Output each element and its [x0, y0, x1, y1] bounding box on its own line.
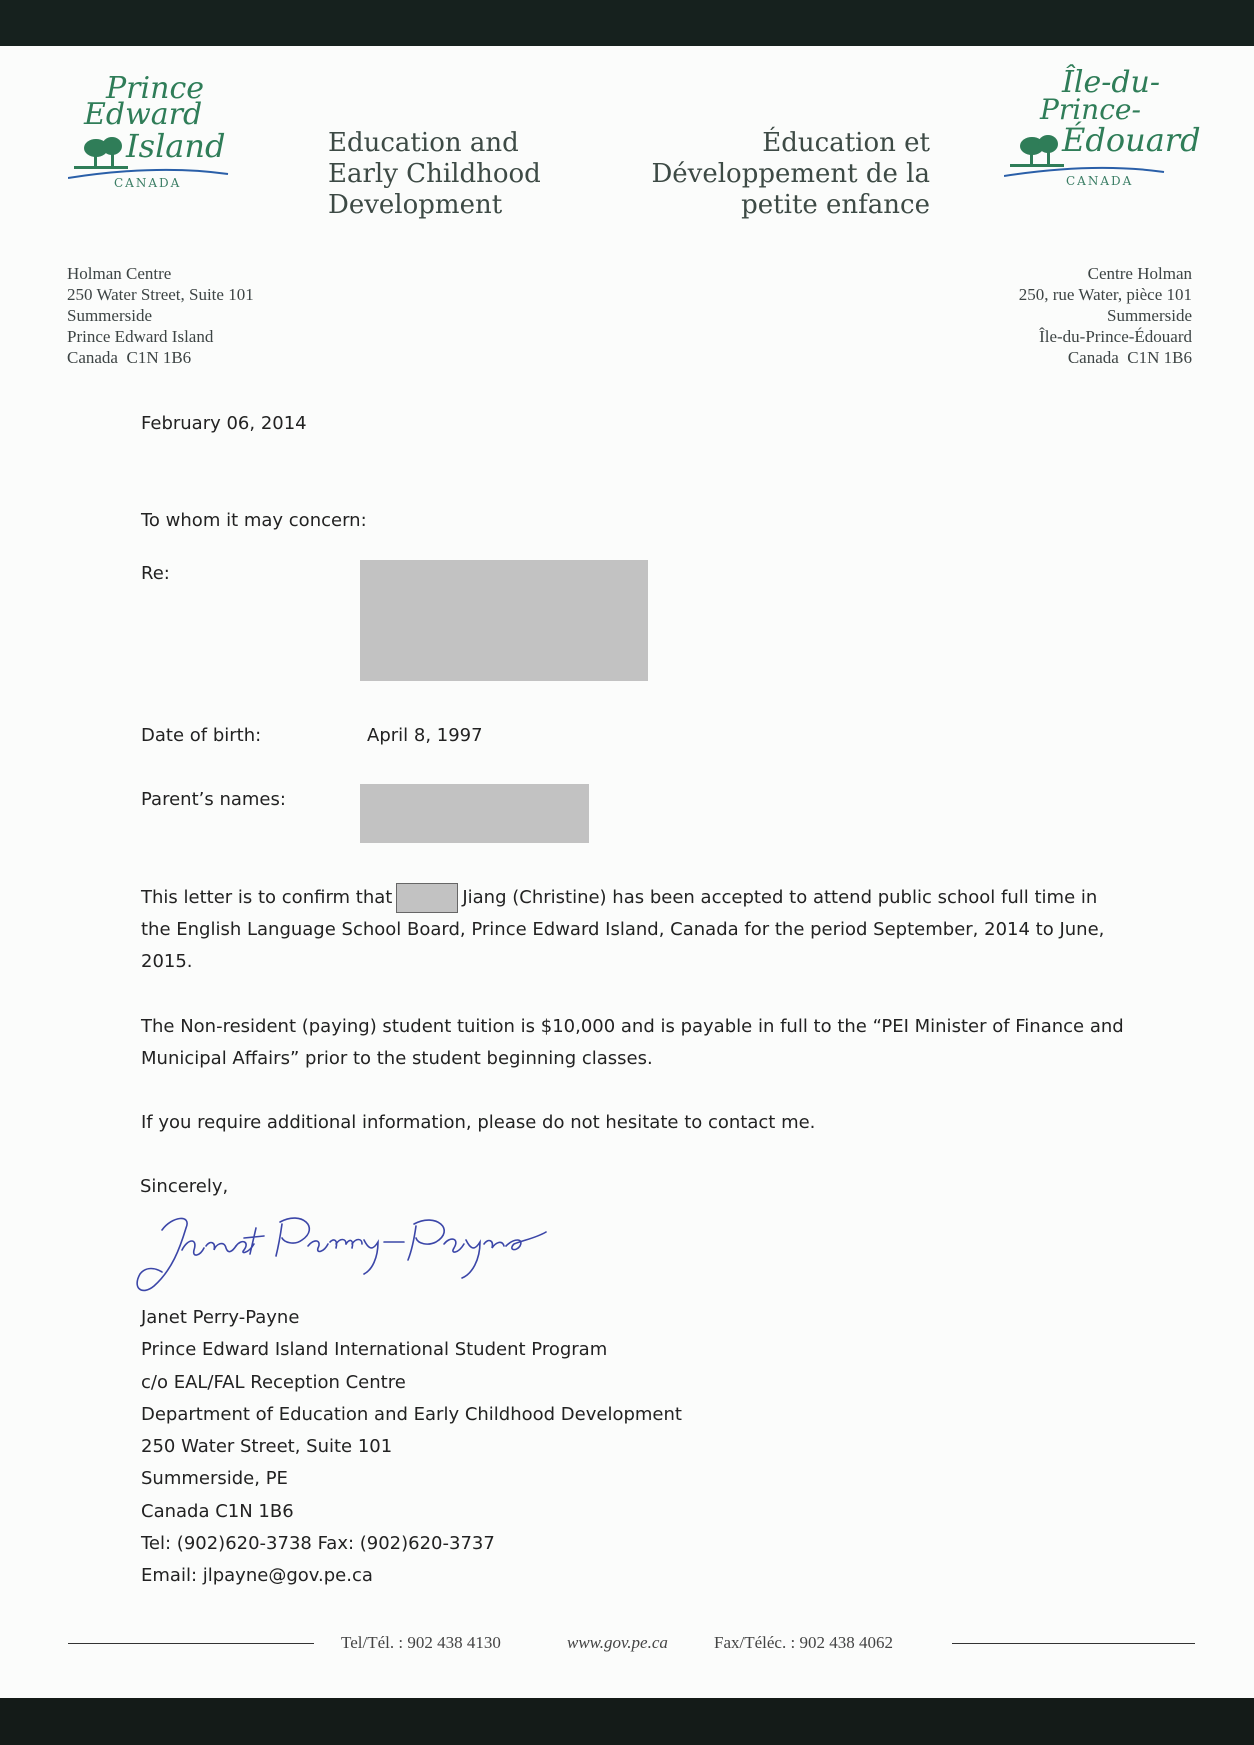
- paragraph-tuition: The Non-resident (paying) student tuition is $10,000 and is payable in full to the “PEI Minister of Finance and Municipal Affairs” prior to the student beginning classes.: [141, 1016, 1124, 1069]
- footer-rule-right: [952, 1643, 1195, 1644]
- signature-image: [132, 1208, 552, 1298]
- footer-tel: Tel/Tél. : 902 438 4130: [341, 1633, 501, 1652]
- logo-en-line2: Edward: [84, 97, 203, 132]
- paragraph-acceptance: This letter is to confirm that Jiang (Christine) has been accepted to attend public school full time in the English Language School Board, Prince Edward Island, Canada for the period September, 2014 to June, 2015.: [141, 882, 1131, 978]
- footer-website[interactable]: www.gov.pe.ca: [567, 1633, 668, 1652]
- signatory-phone: Tel: (902)620-3738 Fax: (902)620-3737: [141, 1533, 495, 1555]
- dob-label: Date of birth:: [141, 725, 262, 746]
- department-name-en: Education and Early Childhood Development: [328, 128, 541, 220]
- footer-rule-left: [68, 1643, 314, 1644]
- re-label: Re:: [141, 563, 170, 584]
- paragraph-contact: If you require additional information, please do not hesitate to contact me.: [141, 1112, 816, 1133]
- salutation: To whom it may concern:: [141, 510, 367, 531]
- scan-border-bottom: [0, 1698, 1254, 1745]
- signatory-street: 250 Water Street, Suite 101: [141, 1436, 393, 1458]
- signatory-centre: c/o EAL/FAL Reception Centre: [141, 1371, 406, 1393]
- signatory-program: Prince Edward Island International Student Program: [141, 1339, 608, 1361]
- footer-fax: Fax/Téléc. : 902 438 4062: [714, 1633, 893, 1652]
- closing: Sincerely,: [140, 1176, 229, 1197]
- signatory-block: [141, 1302, 682, 1593]
- logo-fr-line2: Prince-: [1040, 93, 1141, 126]
- redacted-parents-block: [360, 784, 589, 843]
- logo-fr-line3: Édouard: [1062, 121, 1201, 159]
- logo-fr-country: CANADA: [1066, 174, 1134, 188]
- scan-border-top: [0, 0, 1254, 46]
- signatory-email: Email: jlpayne@gov.pe.ca: [141, 1565, 373, 1587]
- parents-label: Parent’s names:: [141, 789, 286, 810]
- redacted-name-block: [360, 560, 648, 681]
- logo-en-line3: Island: [126, 127, 226, 165]
- pei-logo-fr: [1004, 65, 1201, 198]
- pei-logo-en: [68, 72, 248, 202]
- logo-fr-line1: Île-du-: [1062, 65, 1160, 100]
- logo-en-line1: Prince: [106, 71, 204, 106]
- signatory-city: Summerside, PE: [141, 1468, 288, 1490]
- signatory-postal: Canada C1N 1B6: [141, 1500, 294, 1522]
- signatory-name: Janet Perry-Payne: [141, 1307, 300, 1328]
- address-en: Holman Centre 250 Water Street, Suite 101 Summerside Prince Edward Island Canada C1N 1B6: [67, 264, 254, 367]
- redacted-first-name: [396, 883, 458, 913]
- signatory-department: Department of Education and Early Childhood Development: [141, 1403, 682, 1425]
- address-fr: Centre Holman 250, rue Water, pièce 101 Summerside Île-du-Prince-Édouard Canada C1N 1B6: [1018, 264, 1192, 367]
- logo-en-country: CANADA: [114, 176, 182, 190]
- department-name-fr: Éducation et Développement de la petite enfance: [651, 128, 930, 220]
- dob-value: April 8, 1997: [367, 725, 483, 746]
- letter-date: February 06, 2014: [141, 413, 307, 434]
